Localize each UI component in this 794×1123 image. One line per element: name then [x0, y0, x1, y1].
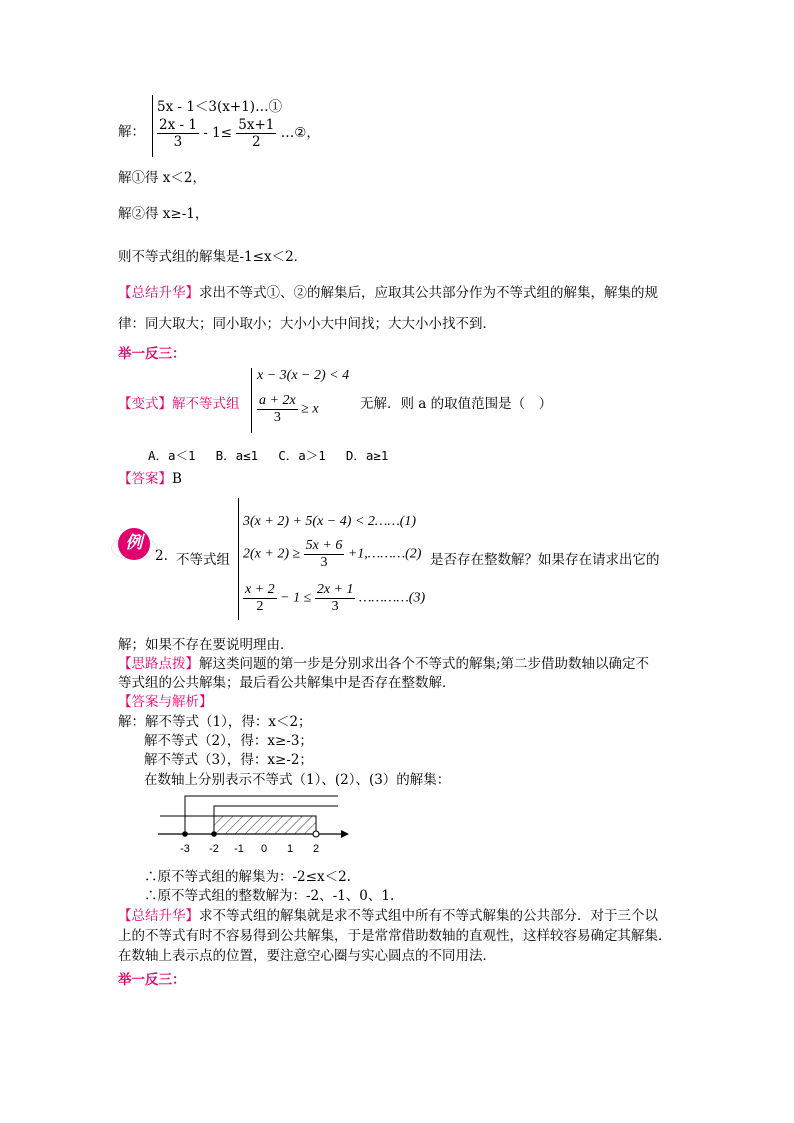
example-lead: 不等式组 — [176, 552, 230, 568]
example-cont: 解；如果不存在要说明理由． — [118, 637, 294, 653]
variant-brace — [251, 368, 252, 433]
tick-label: -2 — [209, 843, 219, 855]
hint-cont: 等式组的公共解集；最后看公共解集中是否存在整数解． — [118, 675, 456, 691]
summary-1: 【总结升华】求出不等式①、②的解集后，应取其公共部分作为不等式组的解集，解集的规 — [118, 285, 658, 301]
variant-eq1: x − 3(x − 2) < 4 — [257, 368, 350, 383]
juyi-heading-2: 举一反三： — [118, 972, 186, 988]
system-eq1: 5x - 1＜3(x+1)…① — [157, 99, 283, 115]
tick-label: 0 — [260, 843, 268, 855]
answer-heading: 【答案与解析】 — [118, 694, 213, 710]
variant-options: A．a＜1 B．a≤1 C．a＞1 D．a≥1 — [148, 448, 389, 463]
example-question: 是否存在整数解？如果存在请求出它的 — [430, 552, 660, 568]
tick-label: -1 — [234, 843, 244, 855]
tick-label: -3 — [180, 843, 190, 855]
system-brace — [152, 95, 153, 157]
hint: 【思路点拨】解这类问题的第一步是分别求出各个不等式的解集;第二步借助数轴以确定不 — [118, 656, 650, 672]
step-line-2: 解②得 x≥-1， — [118, 206, 209, 222]
summary-2-cont-2: 在数轴上表示点的位置，要注意空心圈与实心圆点的不同用法． — [118, 948, 496, 964]
example-eq1: 3(x + 2) + 5(x − 4) < 2……(1) — [243, 514, 417, 529]
variant-label: 【变式】解不等式组 — [118, 396, 240, 412]
solution-prefix: 解： — [118, 124, 145, 140]
answer-line-2: 解不等式（2），得：x≥-3； — [144, 733, 313, 749]
example-eq2: 2(x + 2) ≥ $\frac{5x + 6}{3}$ +1,………(2) — [243, 538, 422, 570]
example-eq3: $\frac{x + 2}{2}$ − 1 ≤ $\frac{2x + 1}{3}$ …………(3) — [245, 582, 426, 614]
solution-hatch — [214, 816, 316, 834]
summary-2-cont-1: 上的不等式有时不容易得到公共解集，于是常常借助数轴的直观性，这样较容易确定其解集． — [118, 928, 672, 944]
conclusion-1: ∴原不等式组的解集为：-2≤x＜2. — [144, 869, 351, 885]
answer-line-3: 解不等式（3），得：x≥-2； — [144, 752, 313, 768]
system-eq2: $\frac{2x - 1}{3}$ - 1≤ $\frac{5x+1}{2}$ …②， — [159, 117, 320, 150]
number-line-figure — [150, 790, 370, 862]
summary-1-cont: 律：同大取大；同小取小；大小小大中间找；大大小小找不到． — [118, 316, 496, 332]
point-neg2 — [211, 831, 217, 837]
tick-label: 2 — [312, 843, 320, 855]
step-line-3: 则不等式组的解集是-1≤x＜2． — [118, 249, 308, 265]
summary-2: 【总结升华】求不等式组的解集就是求不等式组中所有不等式解集的公共部分．对于三个以 — [118, 908, 658, 924]
example-number: 2. — [155, 548, 168, 564]
juyi-heading-1: 举一反三： — [118, 346, 186, 362]
variant-eq2: $\frac{a + 2x}{3}$ ≥ x — [259, 393, 319, 425]
variant-question: 无解．则 a 的取值范围是（ ） — [360, 396, 553, 412]
axis-arrow — [341, 830, 349, 838]
example-badge: 例 — [118, 528, 150, 560]
point-neg3 — [182, 831, 188, 837]
step-line-1: 解①得 x＜2， — [118, 170, 206, 186]
conclusion-2: ∴原不等式组的整数解为：-2、-1、0、1. — [144, 888, 395, 904]
example-brace — [238, 498, 239, 620]
point-2-open — [313, 831, 319, 837]
answer-line-1: 解：解不等式（1），得：x＜2； — [118, 714, 312, 730]
answer-line-4: 在数轴上分别表示不等式（1）、(2）、(3）的解集： — [144, 772, 451, 788]
tick-label: 1 — [286, 843, 294, 855]
variant-answer: 【答案】B — [118, 471, 182, 487]
